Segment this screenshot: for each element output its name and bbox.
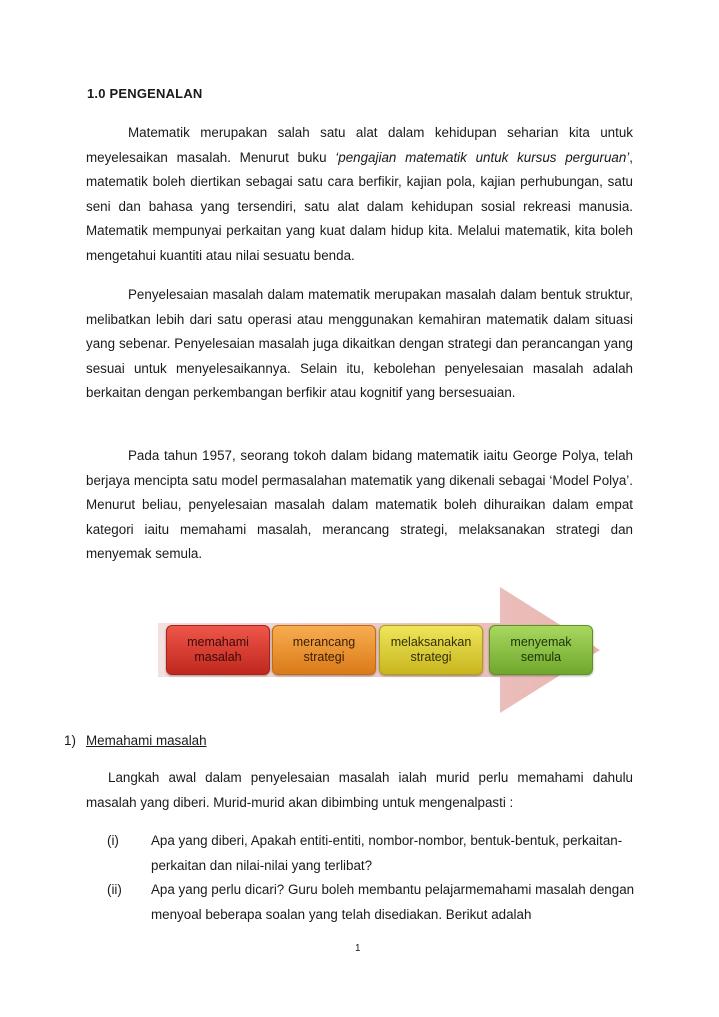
step-melaksanakan-strategi: melaksanakan strategi	[379, 625, 483, 675]
paragraph-first-step	[86, 766, 633, 815]
page-number: 1	[355, 943, 361, 954]
step-memahami-masalah: memahami masalah	[166, 625, 270, 675]
section-heading: 1.0 PENGENALAN	[87, 86, 203, 101]
paragraph-polya	[86, 444, 633, 567]
subsection-title: Memahami masalah	[86, 733, 207, 748]
subsection-heading	[64, 733, 207, 748]
paragraph-problem-solving	[86, 283, 633, 406]
paragraph-text: , matematik boleh diertikan sebagai satu cara berfikir, kajian pola, kajian perhubungan, satu seni dan bahasa yang tersendiri, satu alat dalam kehidupan sosial rekreasi manusia. Matematik mempunyai perkaitan yang kuat dalam hidup kita. Melalui matematik, kita boleh mengetahui kuantiti atau nilai sesuatu benda.	[86, 149, 633, 263]
paragraph-introduction	[86, 121, 633, 269]
book-title: ‘pengajian matematik untuk kursus perguruan’	[335, 149, 630, 165]
step-menyemak-semula: menyemak semula	[489, 625, 593, 675]
paragraph-text: Penyelesaian masalah dalam matematik merupakan masalah dalam bentuk struktur, melibatkan lebih dari satu operasi atau menggunakan kemahiran matematik dalam situasi yang sebenar. Penyelesaian masalah juga dikaitkan dengan strategi dan perancangan yang sesuai untuk menyelesaikannya. Selain itu, kebolehan penyelesaian masalah adalah berkaitan dengan perkembangan berfikir atau kognitif yang bersesuaian.	[86, 287, 633, 401]
list-marker: (ii)	[107, 882, 122, 898]
list-item	[86, 829, 646, 878]
paragraph-text: Pada tahun 1957, seorang tokoh dalam bidang matematik iaitu George Polya, telah berjaya mencipta satu model permasalahan matematik yang dikenali sebagai ‘Model Polya’. Menurut beliau, penyelesaian masalah dalam matematik boleh dihuraikan dalam empat kategori iaitu memahami masalah, merancang strategi, melaksanakan strategi dan menyemak semula.	[86, 448, 633, 562]
paragraph-text: Langkah awal dalam penyelesaian masalah ialah murid perlu memahami dahulu masalah yang diberi. Murid-murid akan dibimbing untuk mengenalpasti :	[86, 770, 633, 810]
list-text: Apa yang perlu dicari? Guru boleh membantu pelajarmemahami masalah dengan menyoal beberapa soalan yang telah disediakan. Berikut adalah	[151, 882, 635, 922]
polya-process-diagram	[158, 587, 600, 713]
step-merancang-strategi: merancang strategi	[272, 625, 376, 675]
list-text: Apa yang diberi, Apakah entiti-entiti, nombor-nombor, bentuk-bentuk, perkaitan-perkaitan dan nilai-nilai yang terlibat?	[151, 833, 623, 873]
subsection-number: 1)	[64, 733, 76, 748]
list-item	[86, 878, 646, 927]
list-marker: (i)	[107, 833, 119, 848]
paragraph-text: Matematik merupakan salah satu alat dalam kehidupan seharian kita untuk meyelesaikan masalah. Menurut buku	[86, 125, 633, 165]
question-list	[86, 829, 646, 927]
